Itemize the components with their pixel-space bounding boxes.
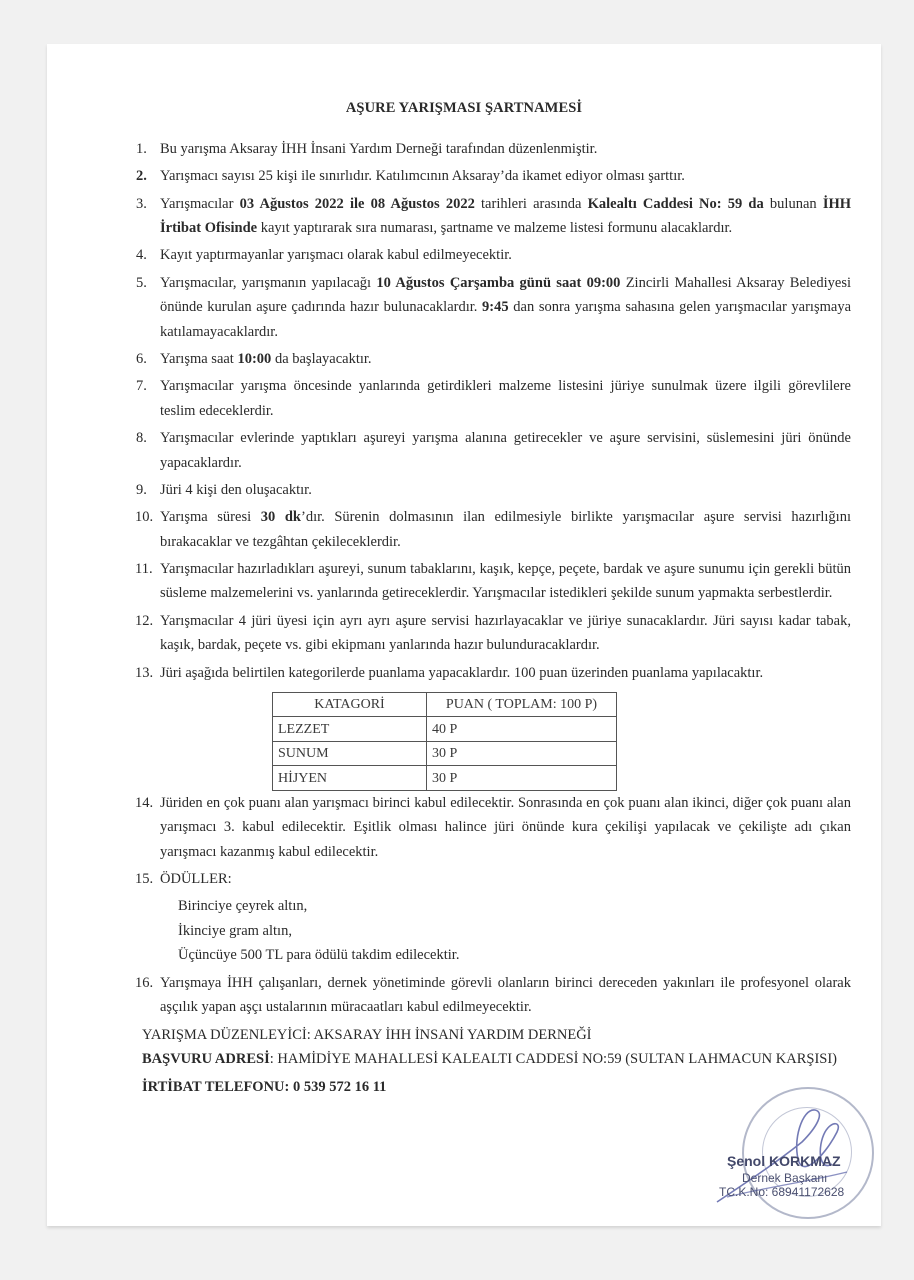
- rule-number: 16.: [135, 974, 154, 991]
- rule-item: [136, 137, 851, 162]
- rule-text: kayıt yaptırarak sıra numarası, şartname ve malzeme listesi formunu alacaklardır.: [257, 220, 733, 237]
- table-row: [273, 717, 617, 742]
- rule-item: [136, 347, 851, 372]
- rule-text: Jüri 4 kişi den oluşacaktır.: [160, 481, 312, 498]
- organizer-value: AKSARAY İHH İNSANİ YARDIM DERNEĞİ: [310, 1026, 592, 1043]
- rule-number: 13.: [135, 664, 154, 681]
- rule-text: Zincirli Mahallesi Aksaray Belediyesi önünde kurulan aşure çadırında hazır bulunacaklardır.: [160, 274, 851, 316]
- rule-text: Yarışmacı sayısı 25 kişi ile sınırlıdır. Katılımcının Aksaray’da ikamet ediyor olması şarttır.: [160, 168, 685, 185]
- table-cell: 40 P: [427, 717, 617, 742]
- table-cell: 30 P: [427, 741, 617, 766]
- rule-number: 6.: [136, 350, 147, 367]
- official-stamp: [667, 1087, 877, 1227]
- document-title: AŞURE YARIŞMASI ŞARTNAMESİ: [345, 100, 583, 116]
- rule-item: [136, 791, 851, 865]
- rule-text: Bu yarışma Aksaray İHH İnsani Yardım Derneği tarafından düzenlenmiştir.: [160, 141, 598, 157]
- address-label: BAŞVURU ADRESİ: [142, 1051, 270, 1068]
- rule-text: Yarışma saat: [160, 350, 238, 367]
- rule-number: 14.: [135, 794, 154, 811]
- phone-line: İRTİBAT TELEFONU: 0 539 572 16 11: [142, 1078, 387, 1095]
- rule-number: 5.: [136, 274, 147, 291]
- table-cell: LEZZET: [273, 717, 427, 742]
- rule-text: 10:00: [237, 350, 272, 367]
- address-line: [136, 1047, 851, 1072]
- rule-item: [136, 164, 851, 189]
- rule-item: [136, 271, 851, 345]
- rule-item: [136, 661, 851, 686]
- table-cell: HİJYEN: [273, 766, 427, 791]
- table-header-cell: KATAGORİ: [273, 692, 427, 717]
- table-cell: 30 P: [427, 766, 617, 791]
- rule-number: 9.: [136, 481, 147, 498]
- table-row: [273, 741, 617, 766]
- rule-text: ÖDÜLLER:: [160, 871, 232, 888]
- rule-item: [136, 478, 851, 503]
- address-value: : HAMİDİYE MAHALLESİ KALEALTI CADDESİ NO:59 (SULTAN LAHMACUN KARŞISI): [269, 1051, 837, 1068]
- document-page: [47, 44, 881, 1226]
- rules-list: [136, 137, 851, 1099]
- table-cell: SUNUM: [273, 741, 427, 766]
- rule-number: 3.: [136, 195, 147, 212]
- rule-text: Kalealtı Caddesi No: 59 da: [587, 195, 764, 212]
- rule-text: 30 dk: [260, 509, 301, 526]
- organizer-line: [136, 1023, 851, 1048]
- organizer-label: YARIŞMA DÜZENLEYİCİ:: [142, 1026, 311, 1043]
- rule-item: [136, 971, 851, 1020]
- rule-text: İHH İrtibat Ofisinde: [160, 195, 852, 237]
- rule-text: ’dır. Sürenin dolmasının ilan edilmesiyle birlikte yarışmacılar aşure servisi hazırlığını bırakacaklar ve tezgâhtan çekileceklerdir.: [160, 509, 851, 550]
- rule-text: 03 Ağustos 2022 ile 08 Ağustos 2022: [239, 195, 475, 212]
- rule-number: 10.: [135, 509, 154, 526]
- rule-text: Yarışmacılar 4 jüri üyesi için ayrı ayrı aşure servisi hazırlayacaklar ve jüriye sunacaklardır. Jüri sayısı kadar tabak, kaşık, bardak, peçete vs. gibi ekipmanı yanlarında hazır bulunduracaklardır.: [160, 612, 851, 654]
- rule-text: 10 Ağustos Çarşamba günü saat 09:00: [376, 274, 621, 291]
- signer-role: Dernek Başkanı: [742, 1171, 828, 1185]
- rule-number: 11.: [135, 560, 153, 577]
- rule-text: Jüriden en çok puanı alan yarışmacı birinci kabul edilecektir. Sonrasında en çok puanı alan ikinci, diğer çok puanı alan yarışmacı 3. kabul edilecektir. Eşitlik olması halince jüri önünde kura çekilişi yapılacak ve çekilişte adı çıkan yarışmacı kazanmış kabul edilecektir.: [160, 794, 851, 860]
- rule-item: [136, 557, 851, 606]
- rule-number: 2.: [136, 168, 147, 185]
- rule-text: Yarışmacılar yarışma öncesinde yanlarında getirdikleri malzeme listesini jüriye sunulmak üzere ilgili görevlilere teslim edeceklerdir.: [160, 378, 851, 419]
- rule-text: Kayıt yaptırmayanlar yarışmacı olarak kabul edilmeyecektir.: [160, 247, 512, 264]
- rule-item: [136, 505, 851, 554]
- rule-text: tarihleri arasında: [474, 195, 588, 212]
- prize-item: Üçüncüye 500 TL para ödülü takdim edilecektir.: [178, 947, 460, 964]
- rule-text: Yarışmacılar: [160, 195, 240, 212]
- rule-item: [136, 374, 851, 423]
- table-header-cell: PUAN ( TOPLAM: 100 P): [427, 692, 617, 717]
- rule-text: Yarışmacılar, yarışmanın yapılacağı: [160, 274, 377, 291]
- score-table: [272, 692, 617, 791]
- rule-text: dan sonra yarışma sahasına gelen yarışmacılar yarışmaya katılamayacaklardır.: [160, 299, 851, 340]
- rule-text: bulunan: [763, 195, 823, 212]
- rule-item: [136, 243, 851, 268]
- rule-text: Jüri aşağıda belirtilen kategorilerde puanlama yapacaklardır. 100 puan üzerinden puanlama yapılacaktır.: [160, 664, 764, 681]
- rule-item: [136, 609, 851, 658]
- table-header-row: [273, 692, 617, 717]
- score-table-wrap: [136, 688, 851, 791]
- rule-text: Yarışmacılar hazırladıkları aşureyi, sunum tabaklarını, kaşık, kepçe, peçete, bardak ve aşure sunumu için gerekli bütün süsleme malzemelerini vs. yanlarında getireceklerdir. Yarışmacılar istedikleri şekilde sunum yapmakta serbestlerdir.: [160, 560, 851, 602]
- signer-name: Şenol KORKMAZ: [727, 1153, 841, 1169]
- signer-id: TC.K.No: 68941172628: [719, 1185, 845, 1199]
- rule-number: 8.: [136, 430, 147, 447]
- prize-item: Birinciye çeyrek altın,: [178, 898, 308, 915]
- rule-item: [136, 867, 851, 892]
- rule-number: 15.: [135, 871, 154, 888]
- rule-number: 12.: [135, 612, 154, 629]
- rule-text: da başlayacaktır.: [271, 350, 372, 367]
- rule-text: Yarışmaya İHH çalışanları, dernek yönetiminde görevli olanların birinci dereceden yakınları ile profesyonel olarak aşçılık yapan aşçı ustalarının müracaatları kabul edilmeyecektir.: [160, 974, 851, 1016]
- rule-number: 4.: [136, 247, 147, 264]
- rule-text: Yarışma süresi: [160, 509, 261, 526]
- table-row: [273, 766, 617, 791]
- rule-text: 9:45: [482, 299, 509, 316]
- rule-item: [136, 192, 851, 241]
- rule-text: Yarışmacılar evlerinde yaptıkları aşureyi yarışma alanına getirecekler ve aşure servisini, süslemesini jüri önünde yapacaklardır.: [160, 430, 851, 471]
- rule-number: 1.: [136, 141, 147, 157]
- rule-number: 7.: [136, 378, 147, 395]
- prize-item: İkinciye gram altın,: [178, 922, 292, 939]
- rule-item: [136, 426, 851, 475]
